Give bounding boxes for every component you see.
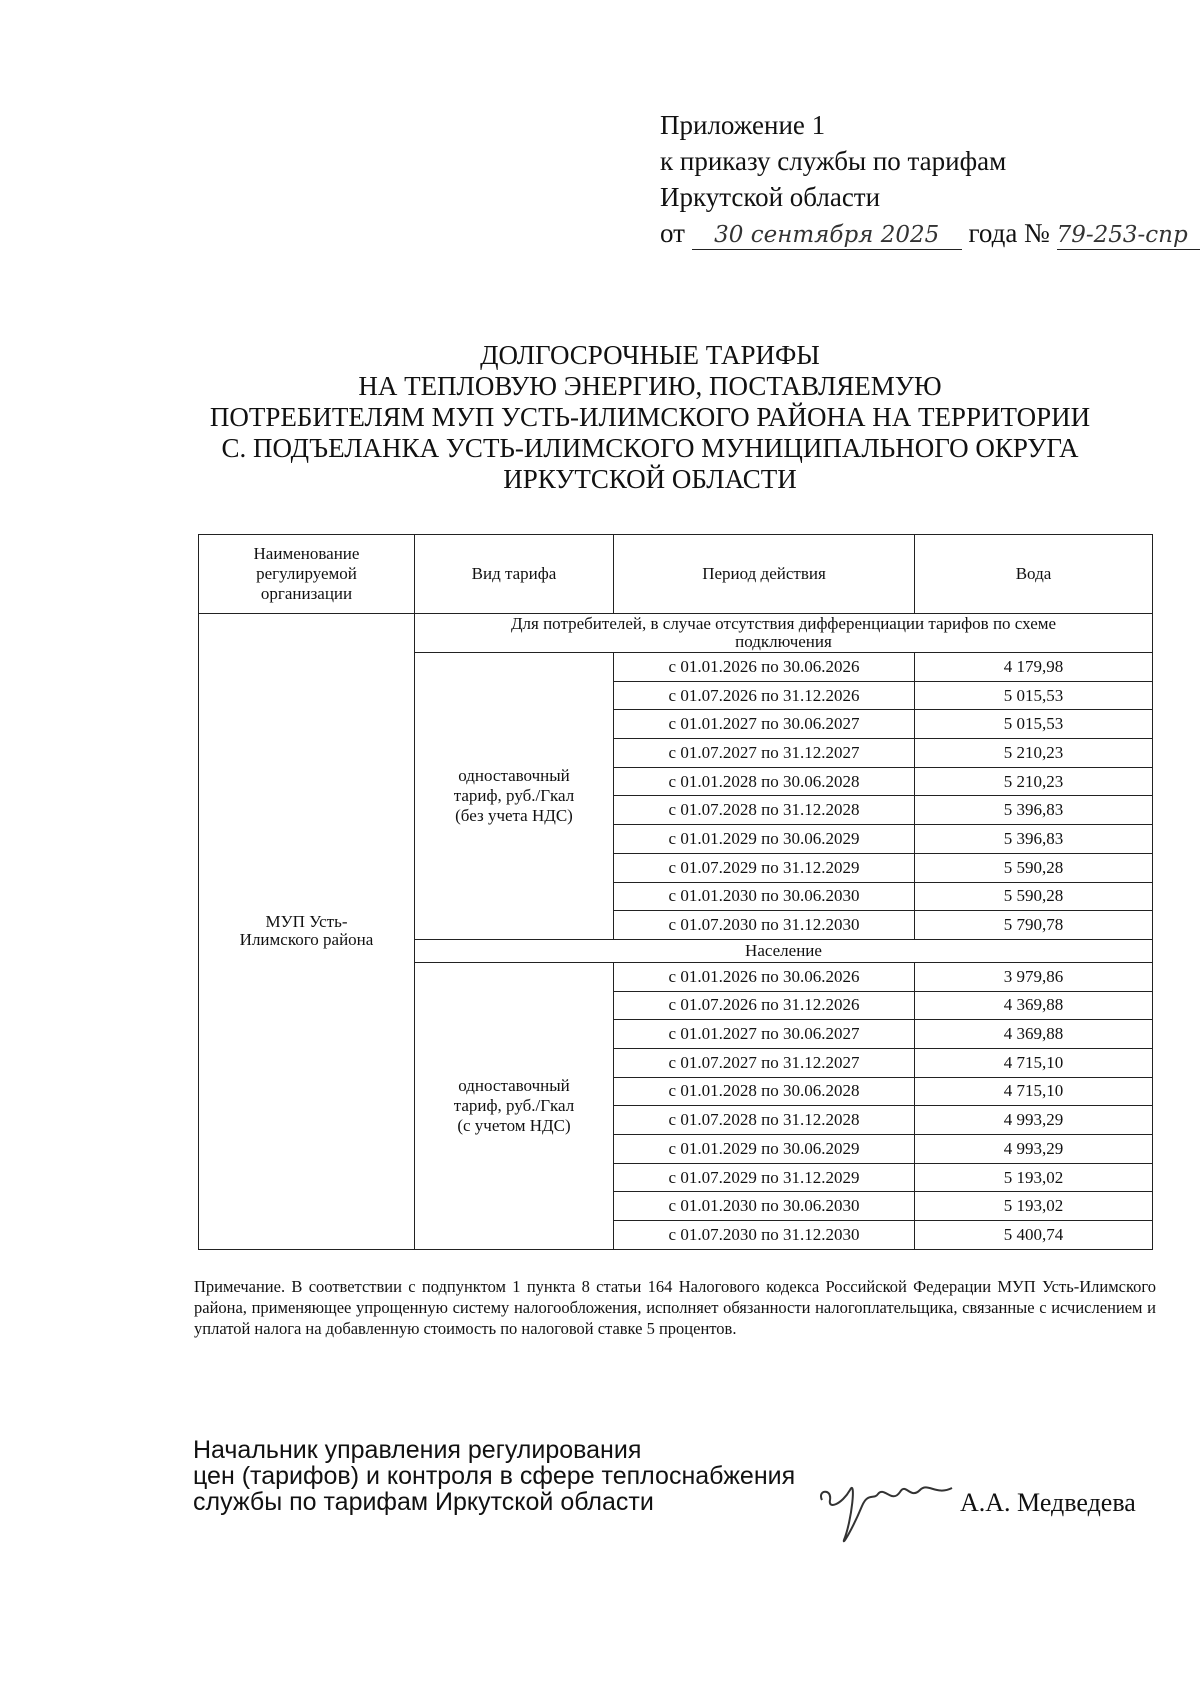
organization-line-1: МУП Усть-: [265, 912, 348, 932]
period-cell: с 01.01.2028 по 30.06.2028: [614, 1077, 915, 1106]
appendix-block: [660, 107, 1200, 251]
handwritten-date: 30 сентября 2025: [692, 221, 962, 250]
section-1-caption-line-2: подключения: [735, 632, 832, 651]
header-period: Период действия: [614, 535, 915, 614]
tariff-type-line-3: (с учетом НДС): [457, 1115, 571, 1135]
year-number-label: года №: [968, 218, 1050, 248]
header-org-line-3: организации: [260, 584, 353, 603]
period-cell: с 01.01.2027 по 30.06.2027: [614, 710, 915, 739]
appendix-line-3: Иркутской области: [660, 182, 881, 212]
header-org-line-1: Наименование: [253, 544, 360, 563]
title-line-3: ПОТРЕБИТЕЛЯМ МУП УСТЬ-ИЛИМСКОГО РАЙОНА НА ТЕРРИТОРИИ: [209, 402, 1091, 432]
period-cell: с 01.01.2029 по 30.06.2029: [614, 1135, 915, 1164]
organization-line-2: Илимского района: [239, 930, 374, 950]
title-line-1: ДОЛГОСРОЧНЫЕ ТАРИФЫ: [480, 340, 820, 370]
water-value-cell: 4 369,88: [915, 991, 1153, 1020]
from-label: от: [660, 218, 685, 248]
tariff-type-line-2: тариф, руб./Гкал: [453, 785, 575, 805]
period-cell: с 01.01.2026 по 30.06.2026: [614, 962, 915, 991]
period-cell: с 01.01.2029 по 30.06.2029: [614, 825, 915, 854]
section-1-caption-line-1: Для потребителей, в случае отсутствия дифференциации тарифов по схеме: [510, 614, 1057, 633]
water-value-cell: 5 015,53: [915, 681, 1153, 710]
signature-line-2: цен (тарифов) и контроля в сфере теплоснабжения: [193, 1462, 796, 1490]
period-cell: с 01.01.2030 по 30.06.2030: [614, 1192, 915, 1221]
appendix-order-line: [660, 215, 1200, 251]
signatory-name: А.А. Медведева: [960, 1488, 1136, 1517]
tariff-table: [198, 534, 1153, 1250]
water-value-cell: 5 015,53: [915, 710, 1153, 739]
water-value-cell: 5 396,83: [915, 825, 1153, 854]
tariff-type-line-3: (без учета НДС): [455, 805, 573, 825]
water-value-cell: 4 179,98: [915, 653, 1153, 682]
tariff-type-line-1: одноставочный: [458, 1075, 570, 1095]
section-1-caption-row: [199, 614, 1153, 653]
header-tariff-type: Вид тарифа: [415, 535, 614, 614]
handwritten-signature: [812, 1460, 962, 1550]
signature-line-3: службы по тарифам Иркутской области: [193, 1488, 654, 1516]
title-line-5: ИРКУТСКОЙ ОБЛАСТИ: [503, 464, 797, 494]
document-title: [150, 340, 1150, 495]
period-cell: с 01.07.2026 по 31.12.2026: [614, 991, 915, 1020]
water-value-cell: 4 715,10: [915, 1048, 1153, 1077]
header-organization: [199, 535, 415, 614]
title-line-4: С. ПОДЪЕЛАНКА УСТЬ-ИЛИМСКОГО МУНИЦИПАЛЬНОГО ОКРУГА: [221, 433, 1079, 463]
note-paragraph: Примечание. В соответствии с подпунктом 1 пункта 8 статьи 164 Налогового кодекса Российской Федерации МУП Усть-Илимского района, применяющее упрощенную систему налогообложения, исполняет обязанности налогоплательщика, связанные с исчислением и уплатой налога на добавленную стоимость по налоговой ставке 5 процентов.: [194, 1277, 1156, 1338]
section-2-tariff-type: [415, 962, 614, 1249]
water-value-cell: 5 790,78: [915, 911, 1153, 940]
tariff-type-line-2: тариф, руб./Гкал: [453, 1095, 575, 1115]
water-value-cell: 4 993,29: [915, 1106, 1153, 1135]
appendix-line-1: Приложение 1: [660, 110, 826, 140]
period-cell: с 01.01.2027 по 30.06.2027: [614, 1020, 915, 1049]
period-cell: с 01.07.2029 по 31.12.2029: [614, 853, 915, 882]
water-value-cell: 4 715,10: [915, 1077, 1153, 1106]
period-cell: с 01.07.2028 по 31.12.2028: [614, 1106, 915, 1135]
signature-line-1: Начальник управления регулирования: [193, 1436, 642, 1464]
period-cell: с 01.01.2026 по 30.06.2026: [614, 653, 915, 682]
title-line-2: НА ТЕПЛОВУЮ ЭНЕРГИЮ, ПОСТАВЛЯЕМУЮ: [358, 371, 942, 401]
signature-block: [193, 1437, 795, 1515]
period-cell: с 01.07.2027 по 31.12.2027: [614, 739, 915, 768]
period-cell: с 01.07.2030 по 31.12.2030: [614, 911, 915, 940]
header-org-line-2: регулируемой: [256, 564, 357, 583]
water-value-cell: 3 979,86: [915, 962, 1153, 991]
water-value-cell: 5 193,02: [915, 1163, 1153, 1192]
period-cell: с 01.07.2029 по 31.12.2029: [614, 1163, 915, 1192]
section-1-tariff-type: [415, 653, 614, 940]
water-value-cell: 5 590,28: [915, 853, 1153, 882]
water-value-cell: 5 210,23: [915, 739, 1153, 768]
header-water: Вода: [915, 535, 1153, 614]
water-value-cell: 5 590,28: [915, 882, 1153, 911]
water-value-cell: 5 193,02: [915, 1192, 1153, 1221]
appendix-line-2: к приказу службы по тарифам: [660, 146, 1007, 176]
period-cell: с 01.01.2030 по 30.06.2030: [614, 882, 915, 911]
water-value-cell: 5 400,74: [915, 1221, 1153, 1250]
water-value-cell: 5 396,83: [915, 796, 1153, 825]
period-cell: с 01.07.2028 по 31.12.2028: [614, 796, 915, 825]
period-cell: с 01.01.2028 по 30.06.2028: [614, 767, 915, 796]
period-cell: с 01.07.2030 по 31.12.2030: [614, 1221, 915, 1250]
table-header-row: [199, 535, 1153, 614]
water-value-cell: 4 993,29: [915, 1135, 1153, 1164]
tariff-type-line-1: одноставочный: [458, 765, 570, 785]
handwritten-order-number: 79-253-спр: [1057, 221, 1200, 250]
water-value-cell: 4 369,88: [915, 1020, 1153, 1049]
period-cell: с 01.07.2027 по 31.12.2027: [614, 1048, 915, 1077]
water-value-cell: 5 210,23: [915, 767, 1153, 796]
period-cell: с 01.07.2026 по 31.12.2026: [614, 681, 915, 710]
section-2-caption: Население: [415, 939, 1153, 962]
section-1-caption: [415, 614, 1153, 653]
organization-cell: [199, 614, 415, 1250]
